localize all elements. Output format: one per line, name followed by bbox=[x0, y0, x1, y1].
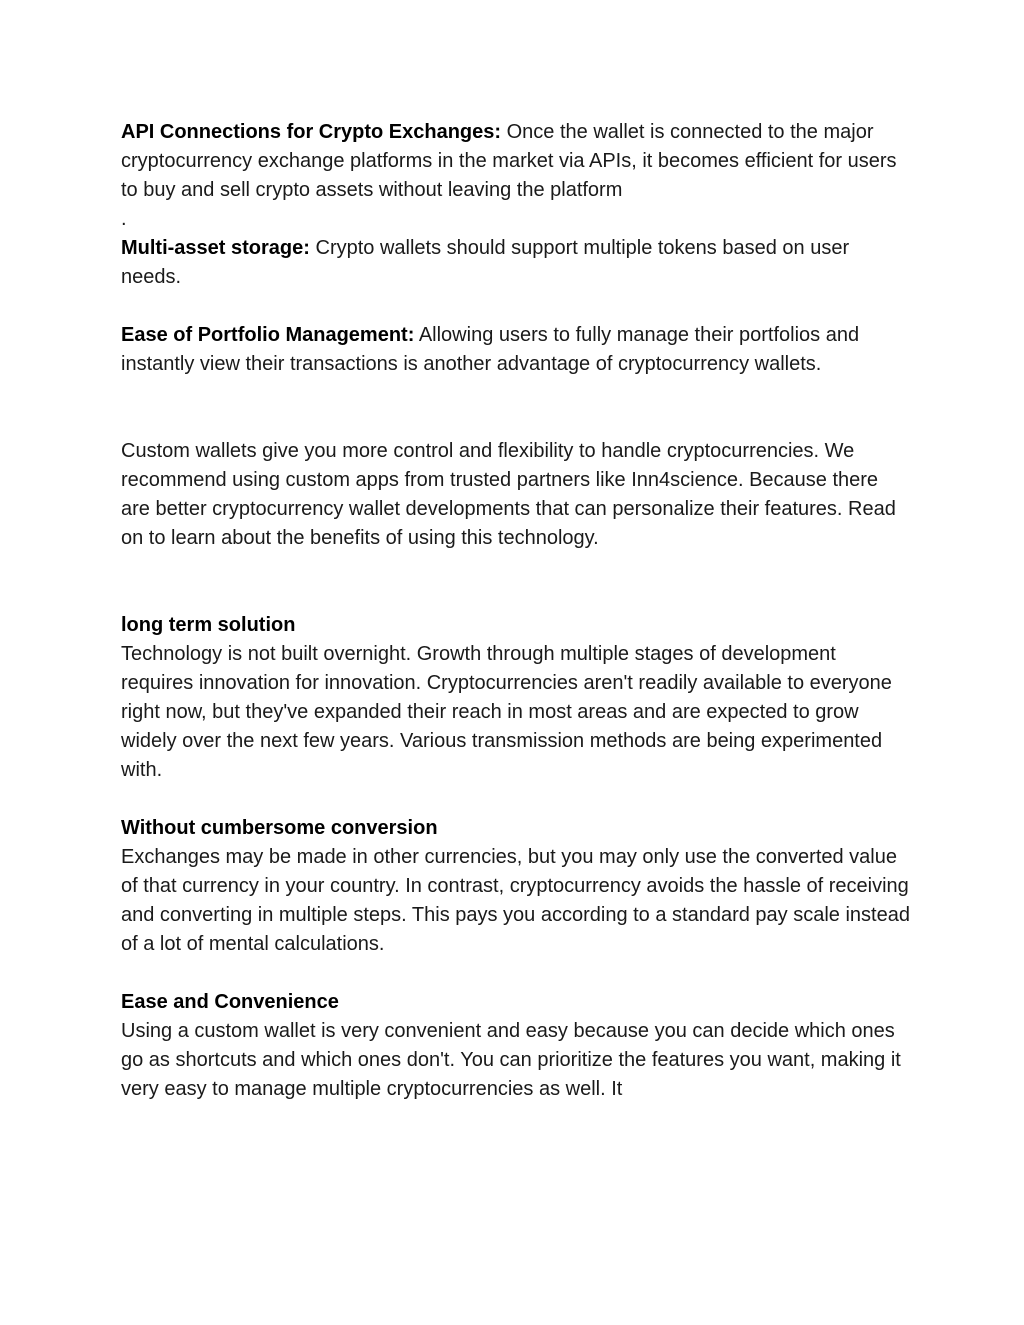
document-page bbox=[121, 118, 911, 1104]
heading-without-conversion: Without cumbersome conversion bbox=[121, 817, 438, 839]
term-api-connections: API Connections for Crypto Exchanges: bbox=[121, 121, 502, 143]
heading-ease-convenience: Ease and Convenience bbox=[121, 991, 339, 1013]
term-portfolio-management: Ease of Portfolio Management: bbox=[121, 324, 415, 346]
description-api-connections: Once the wallet is connected to the major cryptocurrency exchange platforms in the market via APIs, it becomes efficient for users to buy and sell crypto assets without leaving the platform bbox=[121, 121, 897, 201]
body-long-term-solution: Technology is not built overnight. Growth through multiple stages of development requires innovation for innovation. Cryptocurrencies aren't readily available to everyone right now, but they've expanded their reach in most areas and are expected to grow widely over the next few years. Various transmission methods are being experimented with. bbox=[121, 643, 892, 781]
heading-long-term-solution: long term solution bbox=[121, 614, 296, 636]
paragraph-custom-wallets: Custom wallets give you more control and flexibility to handle cryptocurrencies. We recommend using custom apps from trusted partners like Inn4science. Because there are better cryptocurrency wallet developments that can personalize their features. Read on to learn about the benefits of using this technology. bbox=[121, 440, 896, 549]
description-portfolio-management: Allowing users to fully manage their portfolios and instantly view their transactions is another advantage of cryptocurrency wallets. bbox=[121, 324, 860, 375]
paragraph-portfolio-management bbox=[121, 321, 911, 379]
term-multi-asset-storage: Multi-asset storage: bbox=[121, 237, 310, 259]
stray-period: . bbox=[121, 208, 127, 230]
description-multi-asset-storage: Crypto wallets should support multiple tokens based on user needs. bbox=[121, 237, 850, 288]
body-without-conversion: Exchanges may be made in other currencies, but you may only use the converted value of that currency in your country. In contrast, cryptocurrency avoids the hassle of receiving and converting in multiple steps. This pays you according to a standard pay scale instead of a lot of mental calculations. bbox=[121, 846, 910, 955]
paragraph-multi-asset-storage bbox=[121, 234, 911, 292]
body-ease-convenience: Using a custom wallet is very convenient and easy because you can decide which ones go as shortcuts and which ones don't. You can prioritize the features you want, making it very easy to manage multiple cryptocurrencies as well. It bbox=[121, 1020, 901, 1100]
paragraph-api-connections bbox=[121, 118, 911, 205]
